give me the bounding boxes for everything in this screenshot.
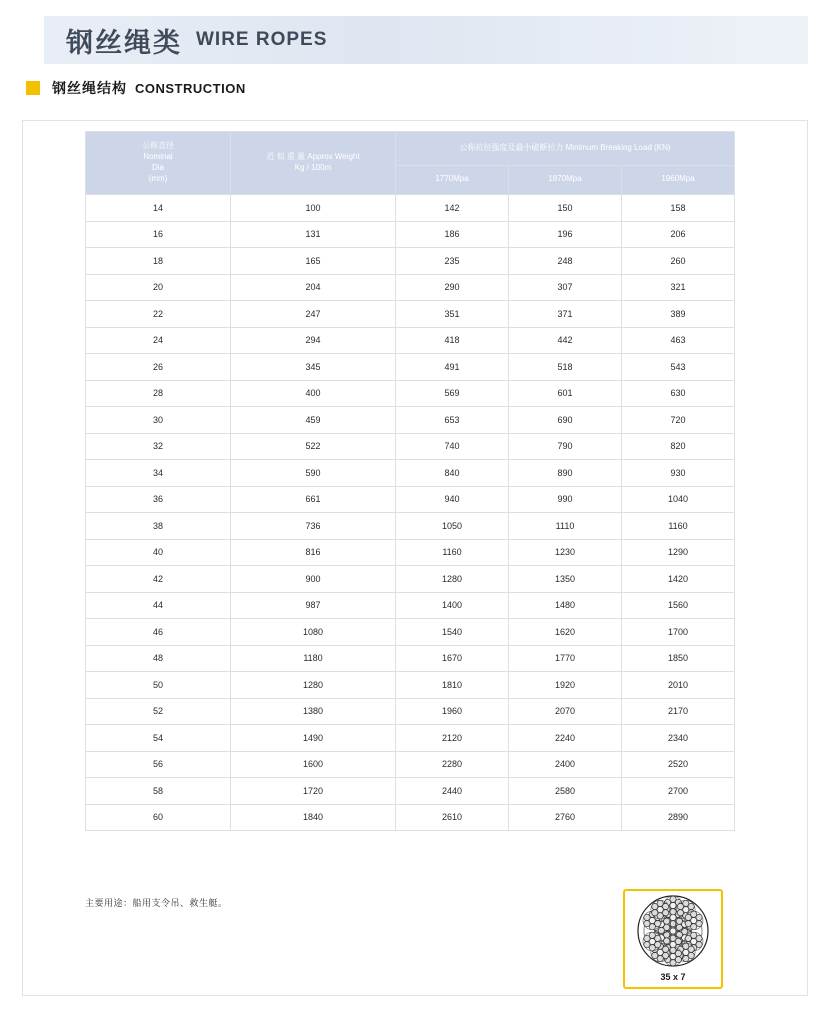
spec-table-wrapper bbox=[85, 131, 735, 831]
cell-load-1870: 790 bbox=[509, 433, 622, 460]
cell-load-1770: 2120 bbox=[396, 725, 509, 752]
cell-approx-weight: 100 bbox=[231, 195, 396, 222]
cell-load-1960: 930 bbox=[622, 460, 735, 487]
table-row bbox=[86, 751, 735, 778]
cell-approx-weight: 900 bbox=[231, 566, 396, 593]
cell-load-1770: 290 bbox=[396, 274, 509, 301]
cell-load-1770: 569 bbox=[396, 380, 509, 407]
cell-nominal-dia: 30 bbox=[86, 407, 231, 434]
cell-nominal-dia: 22 bbox=[86, 301, 231, 328]
cell-load-1870: 1920 bbox=[509, 672, 622, 699]
cell-load-1870: 2070 bbox=[509, 698, 622, 725]
cell-load-1960: 1850 bbox=[622, 645, 735, 672]
cell-load-1870: 196 bbox=[509, 221, 622, 248]
cell-load-1960: 1290 bbox=[622, 539, 735, 566]
cell-load-1870: 2760 bbox=[509, 804, 622, 831]
cell-approx-weight: 1600 bbox=[231, 751, 396, 778]
cell-load-1770: 1670 bbox=[396, 645, 509, 672]
wire-rope-cross-section-icon bbox=[625, 893, 721, 969]
table-row bbox=[86, 645, 735, 672]
column-header-nominal-dia bbox=[86, 132, 231, 195]
cell-approx-weight: 1080 bbox=[231, 619, 396, 646]
cell-approx-weight: 1490 bbox=[231, 725, 396, 752]
cell-load-1870: 2400 bbox=[509, 751, 622, 778]
cell-approx-weight: 165 bbox=[231, 248, 396, 275]
table-row bbox=[86, 804, 735, 831]
cell-nominal-dia: 58 bbox=[86, 778, 231, 805]
cell-load-1960: 2170 bbox=[622, 698, 735, 725]
cell-load-1960: 2890 bbox=[622, 804, 735, 831]
table-row bbox=[86, 539, 735, 566]
cell-load-1870: 1110 bbox=[509, 513, 622, 540]
cell-load-1770: 1960 bbox=[396, 698, 509, 725]
header-dia-unit: (mm) bbox=[148, 173, 168, 183]
cell-load-1770: 2610 bbox=[396, 804, 509, 831]
table-row bbox=[86, 248, 735, 275]
cell-load-1870: 1770 bbox=[509, 645, 622, 672]
header-dia-cn: 公称直径 bbox=[142, 141, 174, 151]
column-header-grade-1770: 1770Mpa bbox=[396, 165, 509, 194]
cell-load-1960: 389 bbox=[622, 301, 735, 328]
cell-nominal-dia: 16 bbox=[86, 221, 231, 248]
cell-approx-weight: 459 bbox=[231, 407, 396, 434]
cell-load-1770: 740 bbox=[396, 433, 509, 460]
table-row bbox=[86, 778, 735, 805]
cell-load-1770: 840 bbox=[396, 460, 509, 487]
cell-approx-weight: 345 bbox=[231, 354, 396, 381]
cell-load-1870: 601 bbox=[509, 380, 622, 407]
rope-construction-label: 35 x 7 bbox=[660, 972, 686, 982]
table-row bbox=[86, 486, 735, 513]
cell-nominal-dia: 42 bbox=[86, 566, 231, 593]
cell-load-1960: 820 bbox=[622, 433, 735, 460]
cell-load-1770: 1050 bbox=[396, 513, 509, 540]
cell-approx-weight: 1720 bbox=[231, 778, 396, 805]
header-weight-cn: 近 似 重 量 bbox=[266, 152, 306, 162]
cell-approx-weight: 294 bbox=[231, 327, 396, 354]
column-header-grade-1870: 1870Mpa bbox=[509, 165, 622, 194]
cell-load-1960: 2520 bbox=[622, 751, 735, 778]
cell-nominal-dia: 60 bbox=[86, 804, 231, 831]
cell-load-1960: 321 bbox=[622, 274, 735, 301]
cell-load-1870: 1620 bbox=[509, 619, 622, 646]
cell-load-1770: 2440 bbox=[396, 778, 509, 805]
header-dia-en1: Nominal bbox=[143, 152, 173, 162]
section-title-english: CONSTRUCTION bbox=[135, 80, 246, 96]
cell-load-1870: 1480 bbox=[509, 592, 622, 619]
cell-load-1870: 2580 bbox=[509, 778, 622, 805]
page-root bbox=[0, 16, 830, 1016]
section-heading bbox=[26, 78, 830, 98]
cell-nominal-dia: 52 bbox=[86, 698, 231, 725]
column-header-breaking-load-group: 公称抗拉强度及最小破断拉力 Minimum Breaking Load (KN) bbox=[396, 132, 735, 166]
cell-nominal-dia: 26 bbox=[86, 354, 231, 381]
cell-approx-weight: 816 bbox=[231, 539, 396, 566]
table-row bbox=[86, 698, 735, 725]
cell-load-1960: 206 bbox=[622, 221, 735, 248]
cell-load-1770: 351 bbox=[396, 301, 509, 328]
cell-load-1770: 940 bbox=[396, 486, 509, 513]
cell-nominal-dia: 20 bbox=[86, 274, 231, 301]
cell-approx-weight: 661 bbox=[231, 486, 396, 513]
cell-nominal-dia: 48 bbox=[86, 645, 231, 672]
cell-approx-weight: 522 bbox=[231, 433, 396, 460]
cell-load-1870: 518 bbox=[509, 354, 622, 381]
cell-load-1870: 150 bbox=[509, 195, 622, 222]
section-title-chinese: 钢丝绳结构 bbox=[52, 80, 127, 96]
table-footnote: 主要用途：船用支令吊、救生艇。 bbox=[85, 898, 228, 908]
table-row bbox=[86, 592, 735, 619]
cell-nominal-dia: 38 bbox=[86, 513, 231, 540]
cell-load-1770: 1160 bbox=[396, 539, 509, 566]
cell-load-1960: 1560 bbox=[622, 592, 735, 619]
cell-load-1870: 248 bbox=[509, 248, 622, 275]
cell-load-1870: 1230 bbox=[509, 539, 622, 566]
wire-rope-spec-table bbox=[85, 131, 735, 831]
cell-nominal-dia: 56 bbox=[86, 751, 231, 778]
cell-approx-weight: 1380 bbox=[231, 698, 396, 725]
table-row bbox=[86, 672, 735, 699]
cell-load-1960: 260 bbox=[622, 248, 735, 275]
header-dia-en2: Dia bbox=[151, 163, 164, 172]
cell-load-1870: 890 bbox=[509, 460, 622, 487]
cell-nominal-dia: 40 bbox=[86, 539, 231, 566]
cell-load-1960: 2340 bbox=[622, 725, 735, 752]
table-header-row-1 bbox=[86, 132, 735, 166]
cell-nominal-dia: 50 bbox=[86, 672, 231, 699]
cell-load-1960: 1700 bbox=[622, 619, 735, 646]
cell-load-1870: 442 bbox=[509, 327, 622, 354]
cell-approx-weight: 204 bbox=[231, 274, 396, 301]
cell-load-1960: 463 bbox=[622, 327, 735, 354]
table-row bbox=[86, 725, 735, 752]
cell-nominal-dia: 54 bbox=[86, 725, 231, 752]
cell-load-1960: 543 bbox=[622, 354, 735, 381]
rope-diagram-box bbox=[623, 889, 723, 989]
cell-approx-weight: 1280 bbox=[231, 672, 396, 699]
table-row bbox=[86, 301, 735, 328]
table-row bbox=[86, 513, 735, 540]
yellow-square-icon bbox=[26, 81, 40, 95]
table-row bbox=[86, 195, 735, 222]
cell-approx-weight: 736 bbox=[231, 513, 396, 540]
cell-load-1960: 630 bbox=[622, 380, 735, 407]
cell-load-1770: 491 bbox=[396, 354, 509, 381]
table-row bbox=[86, 460, 735, 487]
cell-approx-weight: 987 bbox=[231, 592, 396, 619]
cell-nominal-dia: 34 bbox=[86, 460, 231, 487]
cell-nominal-dia: 14 bbox=[86, 195, 231, 222]
column-header-grade-1960: 1960Mpa bbox=[622, 165, 735, 194]
table-row bbox=[86, 619, 735, 646]
header-weight-en: Approx Weight bbox=[307, 152, 360, 162]
cell-nominal-dia: 18 bbox=[86, 248, 231, 275]
cell-approx-weight: 590 bbox=[231, 460, 396, 487]
cell-load-1770: 235 bbox=[396, 248, 509, 275]
column-header-approx-weight bbox=[231, 132, 396, 195]
cell-load-1770: 1280 bbox=[396, 566, 509, 593]
table-head bbox=[86, 132, 735, 195]
cell-nominal-dia: 32 bbox=[86, 433, 231, 460]
content-frame bbox=[22, 120, 808, 996]
table-row bbox=[86, 407, 735, 434]
cell-load-1870: 371 bbox=[509, 301, 622, 328]
cell-nominal-dia: 24 bbox=[86, 327, 231, 354]
cell-load-1870: 990 bbox=[509, 486, 622, 513]
cell-nominal-dia: 44 bbox=[86, 592, 231, 619]
cell-nominal-dia: 36 bbox=[86, 486, 231, 513]
cell-load-1960: 2700 bbox=[622, 778, 735, 805]
cell-nominal-dia: 28 bbox=[86, 380, 231, 407]
cell-load-1870: 690 bbox=[509, 407, 622, 434]
cell-load-1770: 1400 bbox=[396, 592, 509, 619]
table-row bbox=[86, 327, 735, 354]
header-weight-line1 bbox=[233, 152, 393, 163]
cell-load-1770: 1810 bbox=[396, 672, 509, 699]
page-title-chinese: 钢丝绳类 bbox=[66, 27, 182, 59]
cell-load-1960: 1160 bbox=[622, 513, 735, 540]
table-row bbox=[86, 274, 735, 301]
cell-load-1960: 2010 bbox=[622, 672, 735, 699]
table-row bbox=[86, 433, 735, 460]
cell-approx-weight: 247 bbox=[231, 301, 396, 328]
cell-load-1770: 418 bbox=[396, 327, 509, 354]
table-row bbox=[86, 221, 735, 248]
header-weight-unit: Kg / 100m bbox=[294, 163, 332, 172]
cell-load-1770: 186 bbox=[396, 221, 509, 248]
cell-load-1960: 1420 bbox=[622, 566, 735, 593]
cell-load-1960: 1040 bbox=[622, 486, 735, 513]
cell-load-1770: 142 bbox=[396, 195, 509, 222]
cell-approx-weight: 1180 bbox=[231, 645, 396, 672]
cell-load-1960: 720 bbox=[622, 407, 735, 434]
cell-load-1770: 2280 bbox=[396, 751, 509, 778]
table-body bbox=[86, 195, 735, 831]
cell-load-1770: 653 bbox=[396, 407, 509, 434]
cell-load-1770: 1540 bbox=[396, 619, 509, 646]
page-header-band bbox=[22, 16, 808, 64]
cell-load-1960: 158 bbox=[622, 195, 735, 222]
cell-nominal-dia: 46 bbox=[86, 619, 231, 646]
cell-approx-weight: 131 bbox=[231, 221, 396, 248]
cell-load-1870: 2240 bbox=[509, 725, 622, 752]
cell-approx-weight: 1840 bbox=[231, 804, 396, 831]
page-title-english: WIRE ROPES bbox=[196, 29, 328, 50]
cell-load-1870: 1350 bbox=[509, 566, 622, 593]
cell-load-1870: 307 bbox=[509, 274, 622, 301]
table-row bbox=[86, 380, 735, 407]
table-row bbox=[86, 354, 735, 381]
cell-approx-weight: 400 bbox=[231, 380, 396, 407]
table-row bbox=[86, 566, 735, 593]
